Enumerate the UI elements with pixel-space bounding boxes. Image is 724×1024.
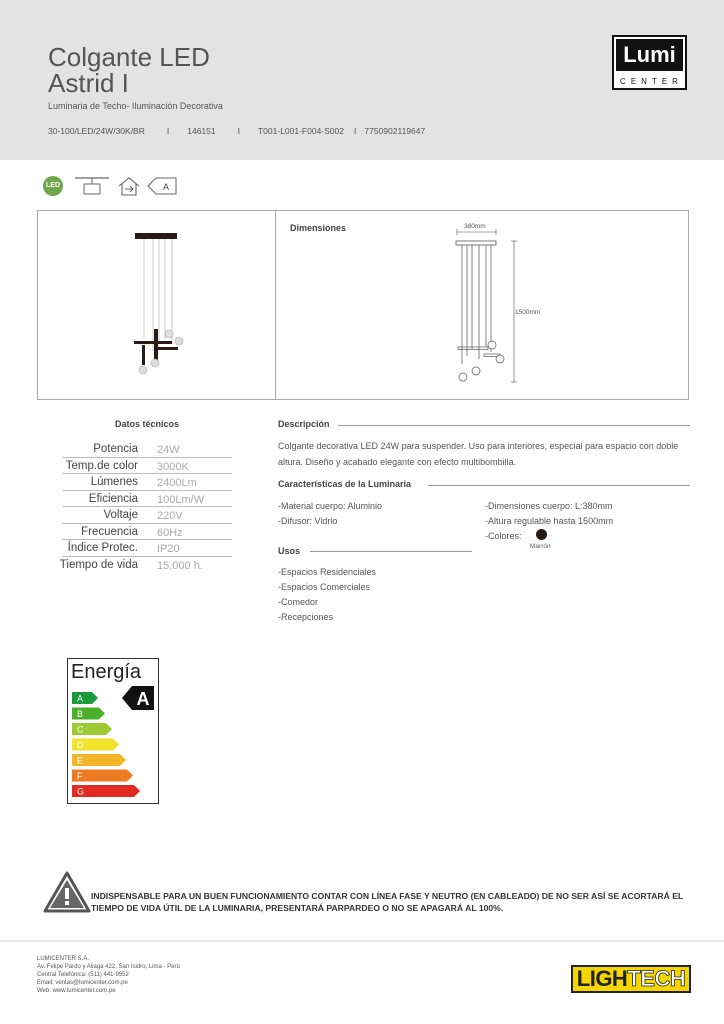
energy-bar-label: G	[77, 786, 85, 797]
tech-value: 15,000 h.	[157, 559, 203, 572]
lightech-logo-part1: LIGH	[576, 966, 628, 991]
tech-data-title: Datos técnicos	[115, 419, 180, 429]
tech-row	[62, 458, 232, 475]
code-separator: I	[237, 126, 240, 136]
warning-icon	[43, 871, 91, 913]
uses-rule	[310, 551, 472, 552]
characteristics-rule	[428, 485, 690, 486]
led-icon: LED	[43, 176, 63, 196]
product-image-panel	[37, 210, 689, 400]
footer-rule	[0, 940, 724, 942]
energy-class-icon	[147, 177, 177, 195]
lightech-logo	[571, 965, 691, 993]
tech-label: Eficiencia	[88, 492, 138, 505]
use-item: -Espacios Comerciales	[278, 582, 371, 592]
header-band	[0, 0, 724, 160]
energy-title: Energía	[71, 661, 142, 683]
tech-label: Índice Protec.	[67, 542, 138, 554]
tech-value: 60Hz	[157, 526, 183, 539]
energy-rating-letter: A	[136, 689, 150, 709]
uses-title: Usos	[278, 546, 301, 556]
tech-label: Lúmenes	[90, 476, 138, 488]
tech-value: IP20	[157, 543, 180, 555]
energy-scale	[68, 659, 158, 803]
tech-label: Potencia	[93, 443, 138, 455]
dimension-width-label: 380mm	[464, 223, 486, 230]
tech-value: 24W	[157, 444, 180, 456]
characteristic-item: -Difusor: Vidrio	[278, 516, 338, 526]
tech-label: Temp.de color	[65, 459, 138, 472]
product-photo	[98, 229, 218, 389]
ceiling-mount-icon	[75, 175, 109, 197]
characteristic-item: -Colores:	[485, 531, 522, 541]
energy-bar-label: E	[77, 755, 84, 766]
tech-label: Frecuencia	[81, 525, 138, 538]
energy-bar-label: F	[77, 771, 83, 781]
company-name: LUMICENTER S.A.	[37, 956, 90, 962]
lumicenter-logo	[612, 35, 687, 90]
tech-row	[62, 491, 232, 508]
tech-value: 3000K	[157, 460, 189, 473]
energy-label	[67, 658, 159, 804]
logo-wordmark: Lumi	[616, 39, 683, 71]
lightech-logo-part2: TECH	[627, 966, 686, 991]
use-item: -Comedor	[278, 597, 319, 607]
energy-bar-label: D	[77, 740, 84, 750]
indoor-use-icon	[117, 175, 141, 197]
dimension-height-label: 1500mm	[515, 309, 541, 316]
item-code: 146151	[187, 126, 216, 136]
tech-row	[62, 474, 232, 491]
tech-value: 220V	[157, 510, 183, 522]
company-email: Email: ventas@lumicenter.com.pe	[37, 980, 128, 986]
product-codes	[48, 126, 425, 136]
company-info	[37, 955, 180, 995]
energy-bar-a	[72, 692, 98, 704]
characteristic-item: -Altura regulable hasta 1500mm	[485, 516, 614, 526]
tech-label: Voltaje	[103, 509, 138, 521]
code-separator: I	[354, 126, 357, 136]
characteristic-item: -Dimensiones cuerpo: L:380mm	[485, 501, 613, 511]
tech-row	[59, 557, 232, 574]
use-item: -Espacios Residenciales	[278, 567, 377, 577]
tech-row	[62, 441, 232, 458]
characteristic-item: -Material cuerpo: Aluminio	[278, 501, 383, 511]
dimension-drawing	[438, 219, 588, 389]
product-subtitle: Luminaria de Techo- Iluminación Decorativa	[48, 101, 223, 111]
category-code: T001-L001-F004-S002	[257, 126, 344, 136]
tech-value: 2400Lm	[157, 477, 197, 489]
tech-label: Tiempo de vida	[59, 558, 138, 571]
logo-subtext: CENTER	[620, 77, 683, 86]
product-title-line1: Colgante LED	[48, 42, 210, 72]
dimensions-title: Dimensiones	[290, 223, 347, 233]
product-title	[48, 44, 210, 96]
color-swatch	[536, 529, 547, 540]
energy-bar-label: C	[77, 724, 84, 735]
tech-row	[62, 524, 232, 541]
model-code: 30-100/LED/24W/30K/BR	[48, 126, 145, 136]
characteristics-title: Características de la Luminaria	[278, 479, 412, 489]
barcode-number: 7750902119647	[364, 126, 426, 136]
energy-bar-label: A	[77, 693, 84, 704]
company-web: Web: www.lumicenter.com.pe	[37, 988, 116, 994]
description-rule	[338, 425, 690, 426]
tech-row	[62, 507, 232, 524]
description-title: Descripción	[278, 419, 330, 429]
panel-divider	[275, 211, 276, 399]
warning-text: INDISPENSABLE PARA UN BUEN FUNCIONAMIENTO CONTAR CON LÍNEA FASE Y NEUTRO (EN CABLEADO) DE NO SER ASÍ SE ACORTARÁ EL TIEMPO DE VIDA ÚTIL DE LA LUMINARIA, PRESENTARÁ PARPARDEO O NO SE APAGARÁ AL 100%.	[91, 891, 684, 913]
tech-row	[62, 540, 232, 557]
code-separator: I	[166, 126, 170, 136]
energy-class-icon-letter: A	[162, 182, 170, 192]
use-item: -Recepciones	[278, 612, 334, 622]
energy-bar-label: B	[77, 709, 84, 719]
company-address: Av. Felipe Pardo y Aliaga 422, San Isidro, Lima - Perú	[37, 964, 180, 970]
color-name: Marrón	[530, 543, 551, 550]
company-phone: Central Telefónica: (511) 441-9552	[37, 972, 129, 978]
product-title-line2: Astrid I	[48, 68, 129, 98]
tech-value: 100Lm/W	[157, 493, 205, 506]
tech-data-table	[59, 441, 232, 573]
description-text: Colgante decorativa LED 24W para suspender. Uso para interiores, especial para espacio con doble altura. Diseño y acabado elegante con efecto multibombilla.	[278, 441, 679, 467]
